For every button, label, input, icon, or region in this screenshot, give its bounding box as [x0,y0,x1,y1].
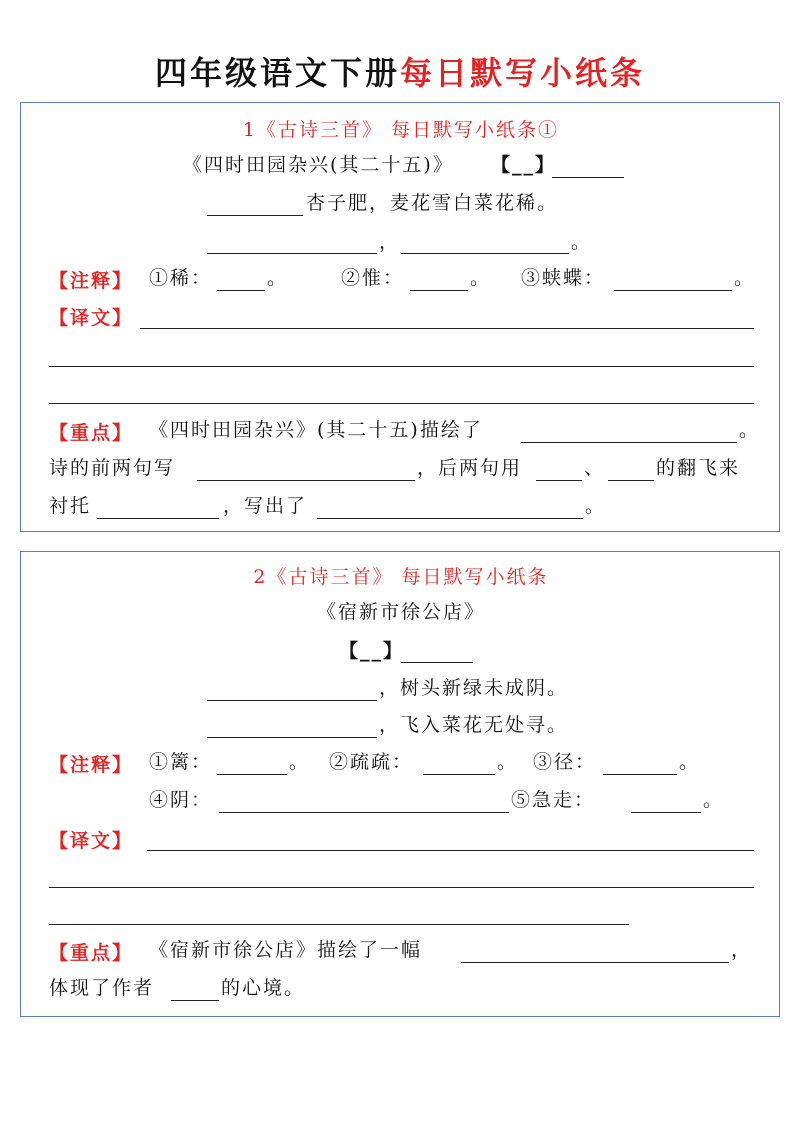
poem-blank-1[interactable] [207,700,377,701]
key-blank-6[interactable] [317,518,583,519]
author-blank[interactable] [401,662,473,663]
translation-line-1[interactable] [140,328,754,329]
note-1-label: ①稀： [149,267,213,289]
key-blank-3[interactable] [536,480,582,481]
note-1-blank[interactable] [217,290,265,291]
poem-blank-2[interactable] [207,253,377,254]
period: 。 [497,751,519,773]
note-1-label: ①篱： [149,751,213,773]
comma: ， [379,231,401,253]
period: 。 [679,751,701,773]
poem-blank-1[interactable] [207,215,303,216]
key-point-tag: 【重点】 [49,942,134,964]
poem-title: 《宿新市徐公店》 [316,601,485,623]
note-4-label: ④阴： [149,789,213,811]
note-3-blank[interactable] [614,290,732,291]
poem-line-1: 杏子肥，麦花雪白菜花稀。 [306,192,559,214]
key-text: 的翻飞来 [656,457,741,479]
period: 。 [739,419,761,441]
card-header: 2《古诗三首》 每日默写小纸条 [253,566,549,588]
key-blank-2[interactable] [171,1000,219,1001]
key-comma: ， [731,939,753,961]
translation-tag: 【译文】 [49,307,134,329]
key-text: 衬托 [49,495,92,517]
note-2-blank[interactable] [410,290,468,291]
author-blank[interactable] [552,177,624,178]
key-text: 的心境。 [221,977,306,999]
key-blank-1[interactable] [461,962,729,963]
poem-line-1: ，树头新绿未成阴。 [379,677,569,699]
page-title [0,48,800,94]
translation-line-3[interactable] [49,924,629,925]
key-text: ，写出了 [223,495,308,517]
key-blank-4[interactable] [608,480,654,481]
poem-title: 《四时田园杂兴(其二十五)》 [183,154,454,176]
period: 。 [703,789,725,811]
period: 。 [470,267,492,289]
translation-tag: 【译文】 [49,830,134,852]
note-2-blank[interactable] [423,774,495,775]
note-3-label: ③径： [533,751,597,773]
translation-line-2[interactable] [49,366,754,367]
period: 。 [734,267,756,289]
period: 。 [267,267,289,289]
dictation-card-1 [20,102,780,532]
period: 。 [585,495,607,517]
key-text: 《四时田园杂兴》(其二十五)描绘了 [149,419,483,441]
poem-line-2: ，飞入菜花无处寻。 [379,714,569,736]
translation-line-3[interactable] [49,403,754,404]
note-3-label: ③蛱蝶： [521,267,606,289]
period: 。 [289,751,311,773]
period: 。 [571,231,593,253]
note-2-label: ②疏疏： [329,751,414,773]
translation-line-1[interactable] [147,850,754,851]
poem-blank-2[interactable] [207,737,377,738]
title-main: 四年级语文下册 [154,54,400,92]
key-text: ，后两句用 [417,457,523,479]
card-header: 1《古诗三首》 每日默写小纸条① [242,119,560,141]
key-text: 、 [584,457,606,479]
note-5-blank[interactable] [631,812,701,813]
author-bracket: 【__】 [339,640,405,662]
notes-tag: 【注释】 [49,270,134,292]
key-text: 体现了作者 [49,977,155,999]
key-blank-2[interactable] [197,480,415,481]
key-text: 《宿新市徐公店》描绘了一幅 [149,939,423,961]
note-3-blank[interactable] [603,774,677,775]
key-blank-1[interactable] [521,442,737,443]
note-5-label: ⑤急走： [511,789,596,811]
key-blank-5[interactable] [97,518,219,519]
author-bracket: 【__】 [491,154,557,176]
notes-tag: 【注释】 [49,754,134,776]
title-highlight: 每日默写小纸条 [400,54,646,92]
translation-line-2[interactable] [49,887,754,888]
note-4-blank[interactable] [219,812,509,813]
note-1-blank[interactable] [217,774,287,775]
key-text: 诗的前两句写 [49,457,176,479]
poem-blank-3[interactable] [401,253,569,254]
dictation-card-2 [20,551,780,1017]
note-2-label: ②惟： [341,267,405,289]
key-point-tag: 【重点】 [49,422,134,444]
